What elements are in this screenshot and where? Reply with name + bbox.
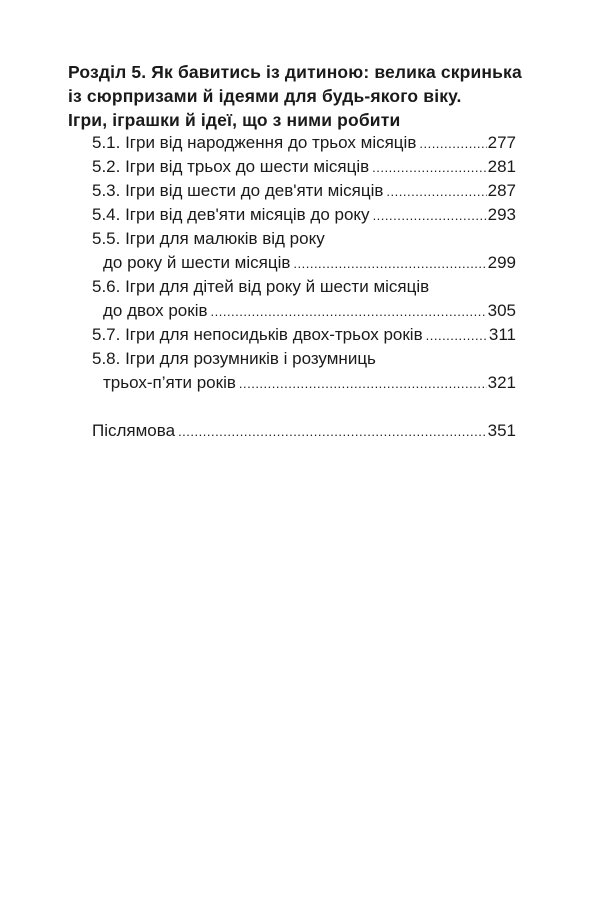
dot-leader xyxy=(178,420,487,444)
toc-entry-title: 5.8. Ігри для розумників і розумниць xyxy=(92,349,376,368)
toc-page-number: 293 xyxy=(487,205,516,224)
toc-entry-title: 5.4. Ігри від дев'яти місяців до року xyxy=(92,205,370,224)
toc-entry-5-8[interactable] xyxy=(92,347,516,395)
toc-entry-afterword[interactable] xyxy=(92,419,516,443)
dot-leader xyxy=(239,372,487,396)
toc-entry-title: 5.2. Ігри від трьох до шести місяців xyxy=(92,157,370,176)
dot-leader xyxy=(386,180,486,204)
toc-entry-title: Післямова xyxy=(92,421,176,440)
toc-entry-5-6[interactable] xyxy=(92,275,516,323)
toc-page-number: 281 xyxy=(487,157,516,176)
toc-entry-title: 5.1. Ігри від народження до трьох місяців xyxy=(92,133,417,152)
toc-page-number: 351 xyxy=(487,421,516,440)
toc-spacer xyxy=(92,395,516,419)
toc-entry-title-continued: до року й шести місяців xyxy=(103,253,291,272)
toc-entry-title-continued: трьох-п’яти років xyxy=(103,373,236,392)
dot-leader xyxy=(373,204,487,228)
toc-entry-5-4[interactable] xyxy=(92,203,516,227)
toc-entry-title-continued: до двох років xyxy=(103,301,208,320)
toc-entry-title: 5.3. Ігри від шести до дев'яти місяців xyxy=(92,181,384,200)
toc-page-number: 299 xyxy=(487,253,516,272)
toc-page-number: 277 xyxy=(487,133,516,152)
dot-leader xyxy=(426,324,488,348)
chapter-heading-line: Ігри, іграшки й ідеї, що з ними робити xyxy=(68,110,401,130)
toc-entry-5-1[interactable] xyxy=(92,131,516,155)
toc-page-number: 305 xyxy=(487,301,516,320)
chapter-heading xyxy=(68,60,528,132)
toc-entry-title: 5.6. Ігри для дітей від року й шести місяців xyxy=(92,277,430,296)
table-of-contents xyxy=(92,131,516,443)
toc-entry-5-3[interactable] xyxy=(92,179,516,203)
toc-page-number: 321 xyxy=(487,373,516,392)
dot-leader xyxy=(211,300,487,324)
toc-entry-title: 5.5. Ігри для малюків від року xyxy=(92,229,325,248)
chapter-heading-line: із сюрпризами й ідеями для будь-якого віку. xyxy=(68,86,462,106)
chapter-heading-line: Розділ 5. Як бавитись із дитиною: велика скринька xyxy=(68,62,522,82)
toc-page-number: 287 xyxy=(487,181,516,200)
toc-entry-5-7[interactable] xyxy=(92,323,516,347)
dot-leader xyxy=(372,156,487,180)
dot-leader xyxy=(419,132,486,156)
toc-entry-title: 5.7. Ігри для непосидьків двох-трьох років xyxy=(92,325,423,344)
toc-page-number: 311 xyxy=(488,325,516,344)
toc-entry-5-2[interactable] xyxy=(92,155,516,179)
dot-leader xyxy=(293,252,486,276)
toc-entry-5-5[interactable] xyxy=(92,227,516,275)
